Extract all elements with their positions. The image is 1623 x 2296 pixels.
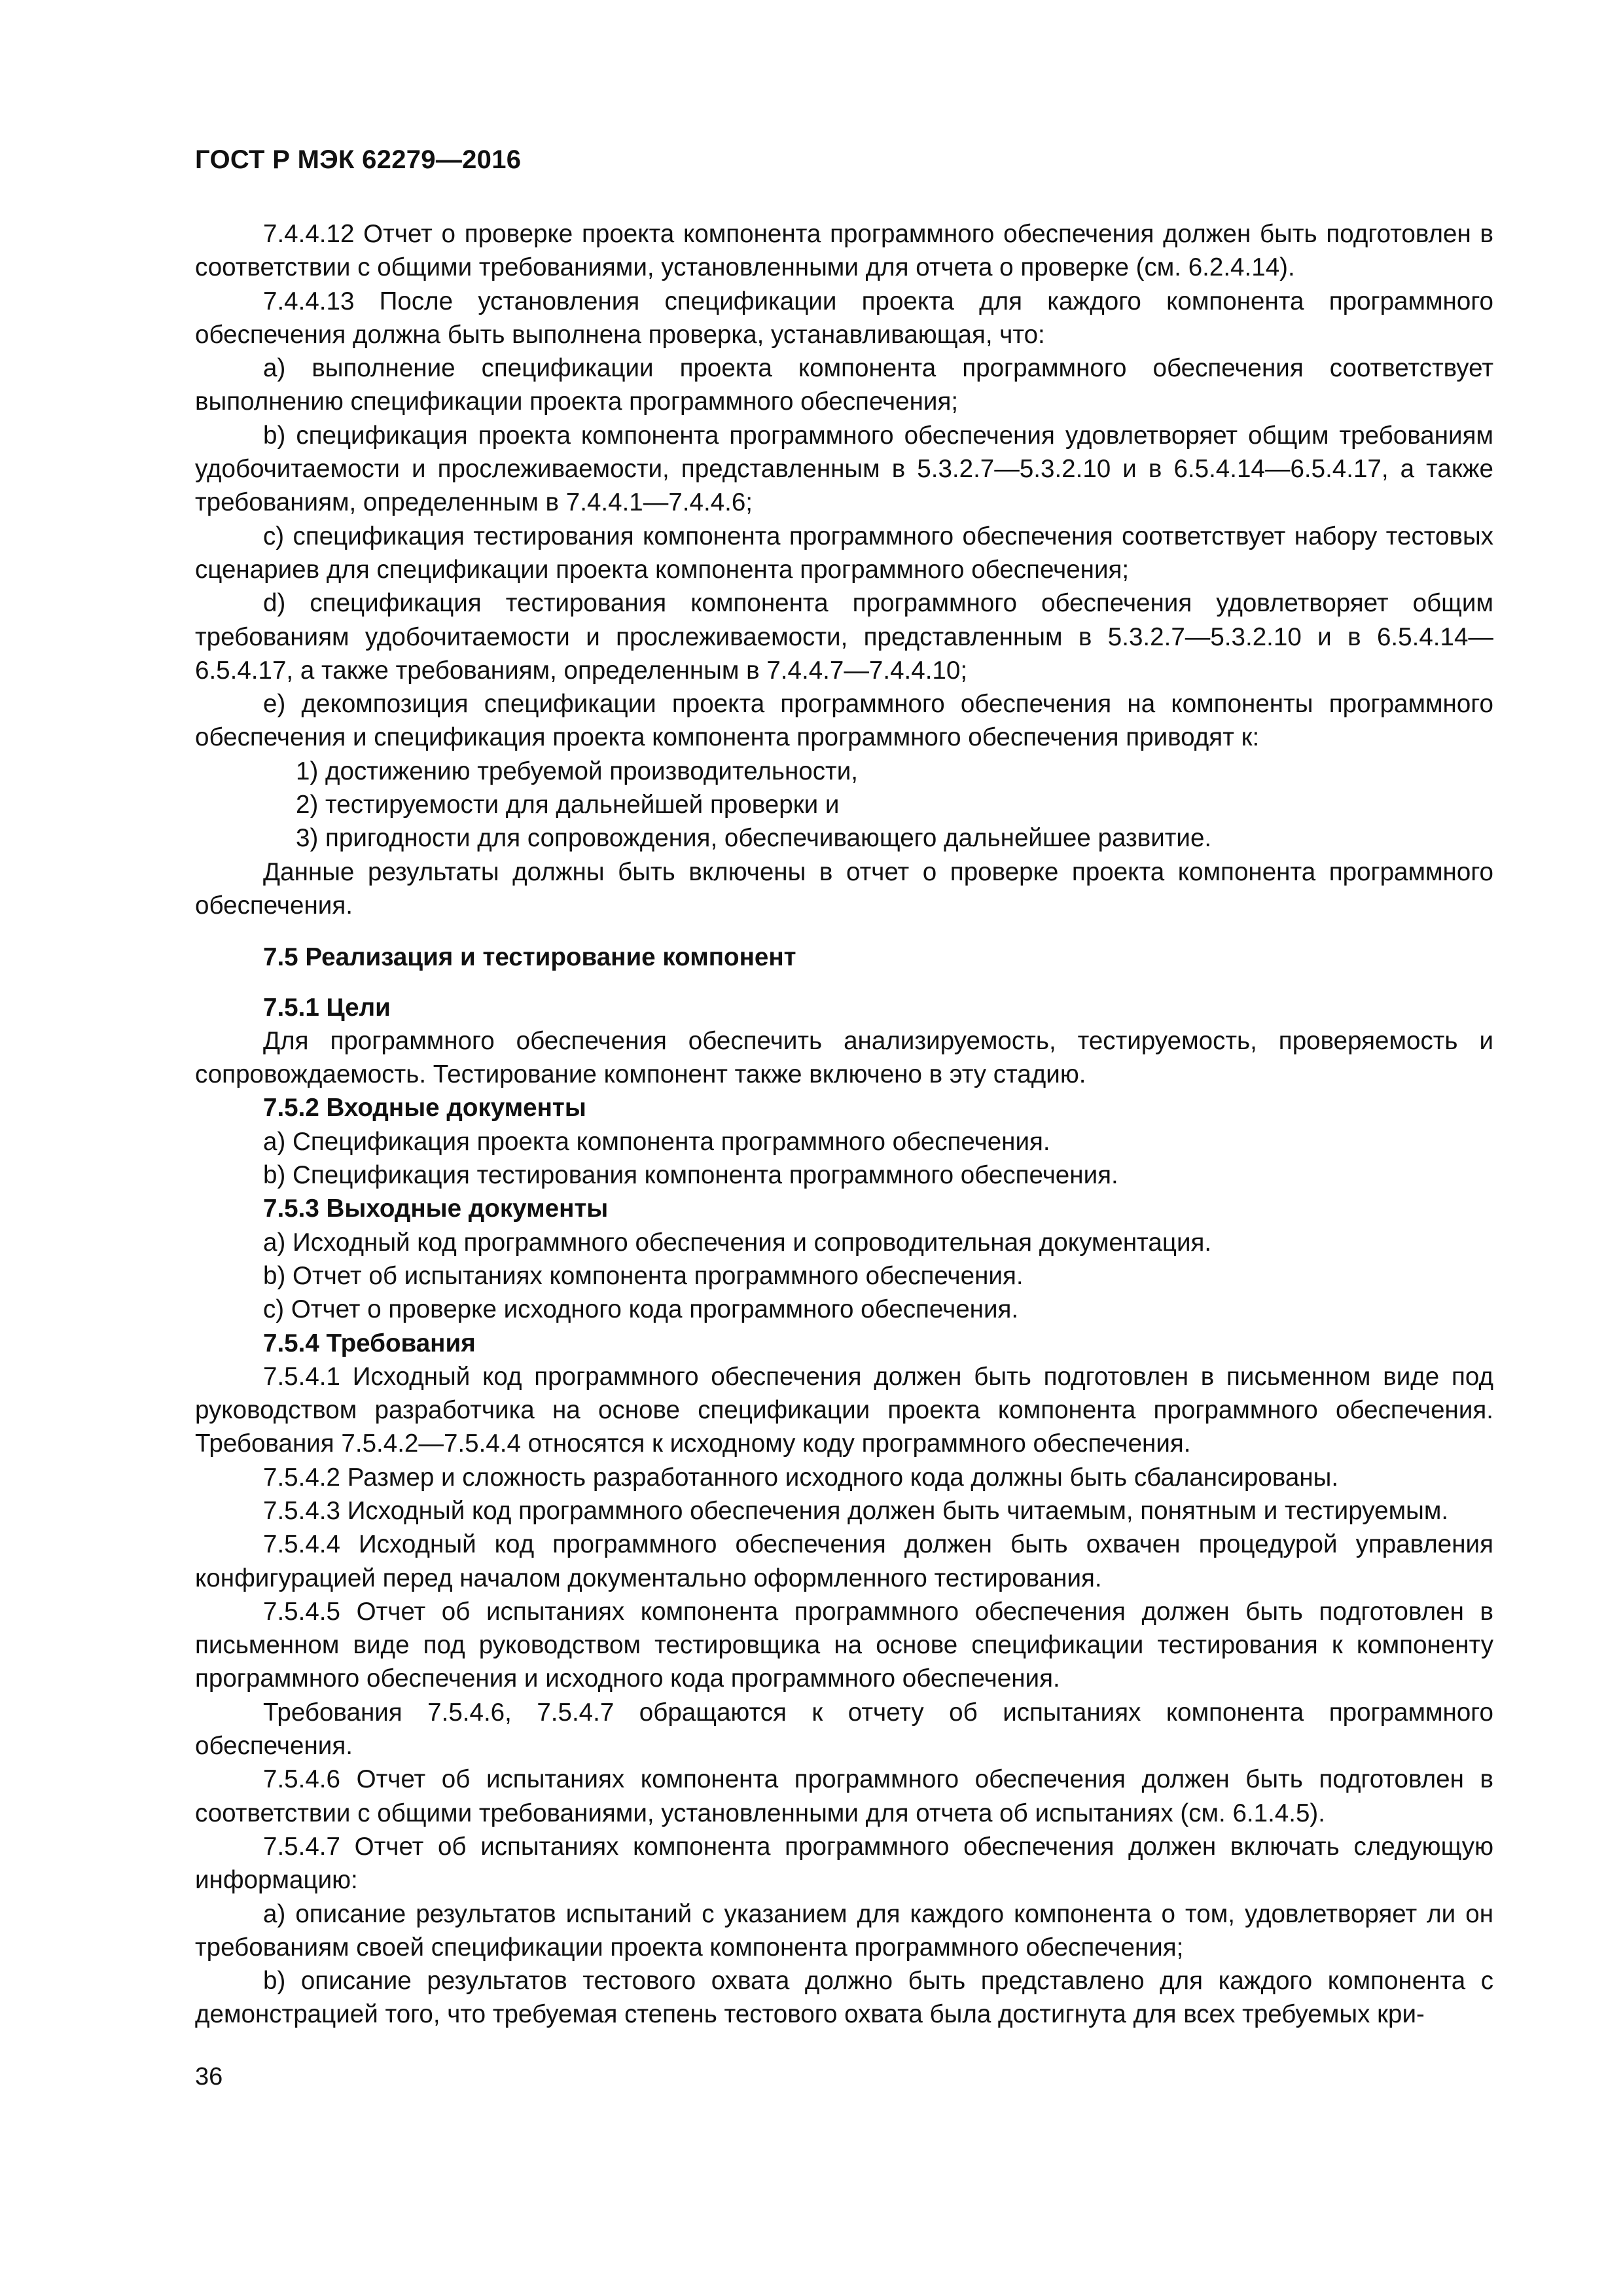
clause-7-5-4-6: 7.5.4.6 Отчет об испытаниях компонента программного обеспечения должен быть подготовлен в соответствии с общими требованиями, установленными для отчета об испытаниях (см. 6.1.4.5). — [195, 1765, 1493, 1827]
output-doc-c: c) Отчет о проверке исходного кода программного обеспечения. — [263, 1295, 1019, 1324]
list-item-b: b) спецификация проекта компонента программного обеспечения удовлетворяет общим требованиям удобочитаемости и прослеживаемости, представленным в 5.3.2.7—5.3.2.10 и в 6.5.4.14—6.5.4.17, а также требованиям, определенным в 7.4.4.1—7.4.4.6; — [195, 421, 1493, 517]
requirements-note: Требования 7.5.4.6, 7.5.4.7 обращаются к отчету об испытаниях компонента программного обеспечения. — [195, 1698, 1493, 1761]
clause-7-5-4-7: 7.5.4.7 Отчет об испытаниях компонента программного обеспечения должен включать следующую информацию: — [195, 1832, 1493, 1895]
results-note: Данные результаты должны быть включены в отчет о проверке проекта компонента программного обеспечения. — [195, 857, 1493, 920]
clause-7-4-4-12: 7.4.4.12 Отчет о проверке проекта компонента программного обеспечения должен быть подготовлен в соответствии с общими требованиями, установленными для отчета о проверке (см. 6.2.4.14). — [195, 220, 1493, 282]
subsection-heading-7-5-1: 7.5.1 Цели — [263, 993, 391, 1022]
sub-item-3: 3) пригодности для сопровождения, обеспечивающего дальнейшее развитие. — [296, 824, 1212, 853]
sub-item-1: 1) достижению требуемой производительности, — [296, 757, 858, 785]
clause-7-5-4-1: 7.5.4.1 Исходный код программного обеспечения должен быть подготовлен в письменном виде под руководством разработчика на основе спецификации проекта компонента программного обеспечения. Требования 7.5.4.2—7.5.4.4 относятся к исходному коду программного обеспечения. — [195, 1362, 1493, 1458]
clause-7-5-4-2: 7.5.4.2 Размер и сложность разработанного исходного кода должны быть сбалансированы. — [263, 1463, 1339, 1492]
report-item-b: b) описание результатов тестового охвата должно быть представлено для каждого компонента с демонстрацией того, что требуемая степень тестового охвата была достигнута для всех требуемых кри- — [195, 1967, 1493, 2029]
input-doc-b: b) Спецификация тестирования компонента программного обеспечения. — [263, 1161, 1118, 1190]
sub-item-2: 2) тестируемости для дальнейшей проверки и — [296, 791, 840, 819]
clause-7-5-4-5: 7.5.4.5 Отчет об испытаниях компонента программного обеспечения должен быть подготовлен в письменном виде под руководством тестировщика на основе спецификации тестирования к компоненту программного обеспечения и исходного кода программного обеспечения. — [195, 1597, 1493, 1693]
list-item-a: a) выполнение спецификации проекта компонента программного обеспечения соответствует выполнению спецификации проекта программного обеспечения; — [195, 354, 1493, 416]
list-item-d: d) спецификация тестирования компонента программного обеспечения удовлетворяет общим требованиям удобочитаемости и прослеживаемости, представленным в 5.3.2.7—5.3.2.10 и в 6.5.4.14—6.5.4.17, а также требованиям, определенным в 7.4.4.7—7.4.4.10; — [195, 589, 1493, 685]
subsection-heading-7-5-2: 7.5.2 Входные документы — [263, 1094, 586, 1122]
output-doc-a: a) Исходный код программного обеспечения и сопроводительная документация. — [263, 1228, 1212, 1257]
page-number: 36 — [195, 2063, 223, 2090]
subsection-heading-7-5-3: 7.5.3 Выходные документы — [263, 1194, 609, 1223]
clause-7-4-4-13: 7.4.4.13 После установления спецификации проекта для каждого компонента программного обеспечения должна быть выполнена проверка, устанавливающая, что: — [195, 287, 1493, 349]
report-item-a: a) описание результатов испытаний с указанием для каждого компонента о том, удовлетворяет ли он требованиям своей спецификации проекта компонента программного обеспечения; — [195, 1899, 1493, 1962]
list-item-e: e) декомпозиция спецификации проекта программного обеспечения на компоненты программного обеспечения и спецификация проекта компонента программного обеспечения приводят к: — [195, 690, 1493, 752]
list-item-c: c) спецификация тестирования компонента программного обеспечения соответствует набору тестовых сценариев для спецификации проекта компонента программного обеспечения; — [195, 522, 1493, 584]
document-body — [195, 217, 1493, 2032]
clause-7-5-4-3: 7.5.4.3 Исходный код программного обеспечения должен быть читаемым, понятным и тестируемым. — [263, 1496, 1449, 1525]
output-doc-b: b) Отчет об испытаниях компонента программного обеспечения. — [263, 1261, 1024, 1290]
subsection-heading-7-5-4: 7.5.4 Требования — [263, 1329, 476, 1357]
running-header: ГОСТ Р МЭК 62279—2016 — [195, 145, 522, 174]
input-doc-a: a) Спецификация проекта компонента программного обеспечения. — [263, 1127, 1050, 1156]
clause-7-5-4-4: 7.5.4.4 Исходный код программного обеспечения должен быть охвачен процедурой управления конфигурацией перед началом документально оформленного тестирования. — [195, 1530, 1493, 1592]
section-heading-7-5: 7.5 Реализация и тестирование компонент — [263, 943, 796, 972]
goals-text: Для программного обеспечения обеспечить анализируемость, тестируемость, проверяемость и сопровождаемость. Тестирование компонент также включено в эту стадию. — [195, 1026, 1493, 1089]
